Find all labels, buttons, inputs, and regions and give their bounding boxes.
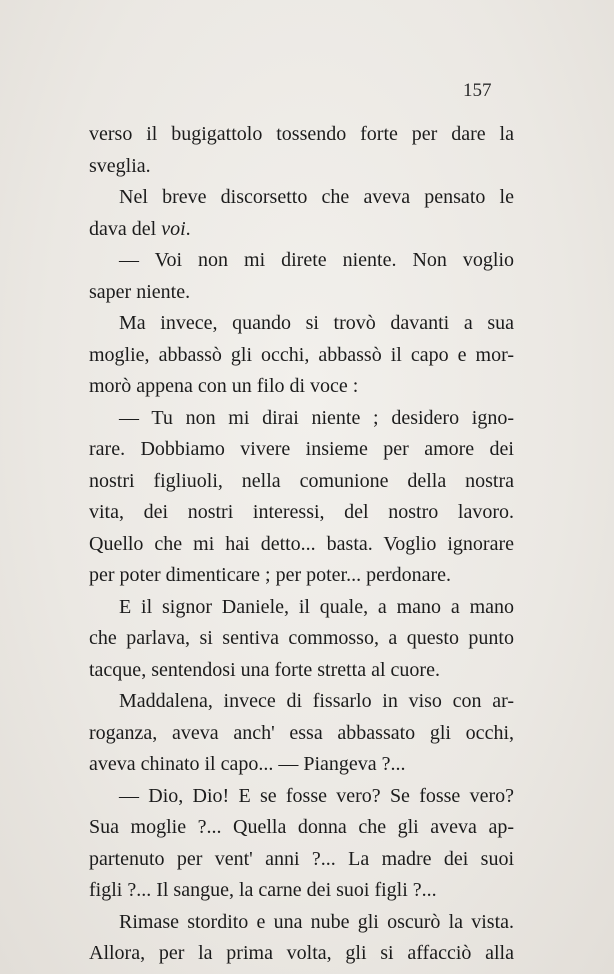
text-line	[89, 434, 514, 466]
text-line-content: nostri figliuoli, nella comunione della nostra	[89, 469, 514, 492]
text-line-content: rare. Dobbiamo vivere insieme per amore dei	[89, 438, 514, 460]
text-line	[89, 907, 514, 939]
text-line	[89, 466, 514, 498]
text-line	[89, 844, 514, 876]
italic-word: voi	[161, 217, 186, 240]
text-line-content: saper niente.	[89, 280, 191, 303]
text-line-content: moglie, abbassò gli occhi, abbassò il capo e mor-	[89, 343, 514, 366]
text-line-content: sveglia.	[89, 154, 151, 177]
text-line-content: roganza, aveva anch' essa abbassato gli occhi,	[89, 721, 514, 744]
text-line	[89, 340, 514, 372]
text-line-content: Rimase stordito e una nube gli oscurò la vista.	[119, 910, 514, 933]
text-line-content: dava del	[89, 217, 162, 240]
text-line	[89, 371, 514, 403]
text-line-content: Ma invece, quando si trovò davanti a sua	[119, 312, 514, 334]
text-line	[89, 718, 514, 750]
text-line	[89, 592, 514, 624]
text-line	[89, 182, 514, 214]
text-line	[89, 686, 514, 718]
text-line-content: Maddalena, invece di fissarlo in viso con ar-	[119, 690, 514, 712]
text-line-content: — Tu non mi dirai niente ; desidero igno-	[119, 406, 514, 429]
text-line	[89, 403, 514, 435]
text-line-content: tacque, sentendosi una forte stretta al cuore.	[89, 658, 440, 681]
text-line-content: per poter dimenticare ; per poter... perdonare.	[89, 564, 452, 586]
text-line	[89, 119, 514, 151]
page-number: 157	[463, 80, 492, 101]
text-line-content: Sua moglie ?... Quella donna che gli aveva ap-	[89, 816, 514, 838]
text-line	[89, 781, 514, 813]
text-line	[89, 245, 514, 277]
text-line	[89, 151, 514, 183]
text-line-tail: .	[185, 217, 191, 240]
text-line	[89, 655, 514, 687]
text-line	[89, 308, 514, 340]
text-line-content: Allora, per la prima volta, gli si affacciò alla	[89, 942, 514, 964]
text-line	[89, 749, 514, 781]
text-line-content: — Voi non mi direte niente. Non voglio	[119, 249, 514, 271]
text-line-content: Quello che mi hai detto... basta. Voglio ignorare	[89, 532, 514, 555]
text-line	[89, 560, 514, 592]
text-line-content: morò appena con un filo di voce :	[89, 375, 359, 397]
text-line	[89, 214, 514, 246]
text-line-content: verso il bugigattolo tossendo forte per dare la	[89, 123, 514, 145]
text-line	[89, 529, 514, 561]
text-line	[89, 938, 514, 970]
text-line	[89, 812, 514, 844]
text-line-content: Nel breve discorsetto che aveva pensato le	[119, 186, 514, 208]
text-line-content: E il signor Daniele, il quale, a mano a mano	[119, 595, 514, 618]
text-line	[89, 623, 514, 655]
text-line-content: che parlava, si sentiva commosso, a questo punto	[89, 627, 514, 649]
text-line-content: aveva chinato il capo... — Piangeva ?...	[89, 753, 406, 775]
text-line	[89, 875, 514, 907]
text-line-content: partenuto per vent' anni ?... La madre dei suoi	[89, 847, 514, 870]
text-line	[89, 497, 514, 529]
text-line-content: — Dio, Dio! E se fosse vero? Se fosse vero?	[119, 784, 514, 807]
text-line-content: figli ?... Il sangue, la carne dei suoi figli ?...	[89, 879, 437, 901]
text-line	[89, 277, 514, 309]
text-line-content: vita, dei nostri interessi, del nostro lavoro.	[89, 501, 514, 523]
body-text	[89, 119, 514, 970]
